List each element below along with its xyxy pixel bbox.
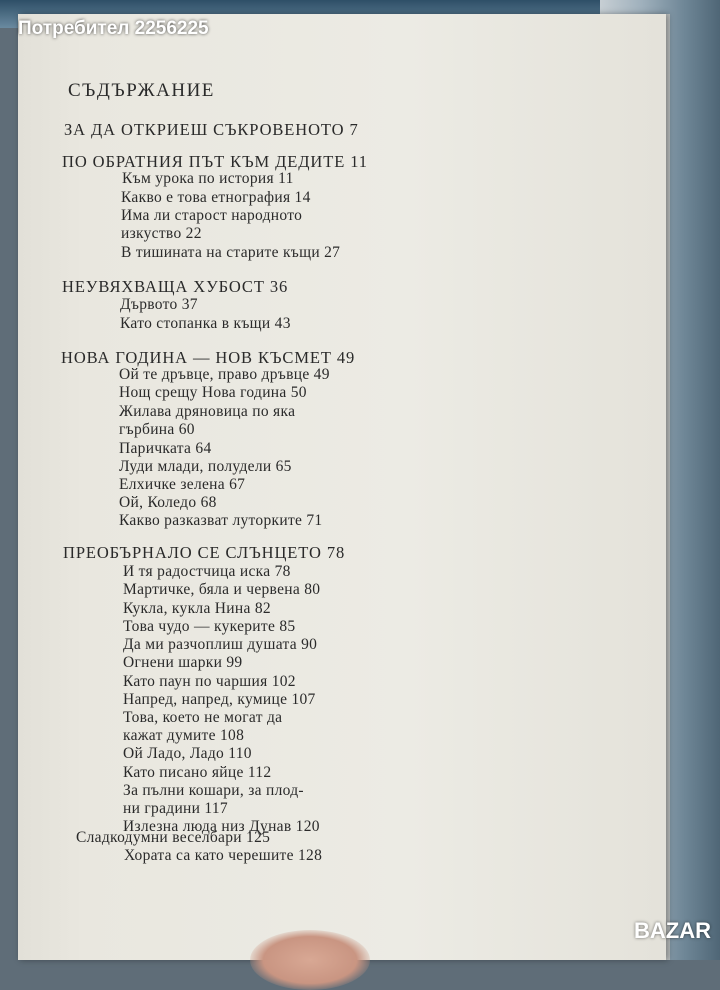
toc-entry: ни градини 117 xyxy=(123,800,228,817)
toc-title: СЪДЪРЖАНИЕ xyxy=(68,80,215,101)
toc-entry: И тя радостчица иска 78 xyxy=(123,563,291,580)
toc-entry: Луди млади, полудели 65 xyxy=(119,458,292,475)
toc-entry: Дървото 37 xyxy=(120,296,198,313)
user-watermark: Потребител 2256225 xyxy=(18,18,209,39)
toc-entry: Ой Ладо, Ладо 110 xyxy=(123,745,252,762)
toc-entry: кажат думите 108 xyxy=(123,727,245,744)
toc-entry: Елхичке зелена 67 xyxy=(119,476,246,493)
toc-entry: За пълни кошари, за плод- xyxy=(123,782,304,799)
toc-entry: Това чудо — кукерите 85 xyxy=(123,618,296,635)
toc-entry: изкуство 22 xyxy=(121,225,202,242)
toc-entry: Какво разказват луторките 71 xyxy=(119,512,323,529)
toc-section: ЗА ДА ОТКРИЕШ СЪКРОВЕНОТО 7 xyxy=(64,120,359,139)
toc-entry: В тишината на старите къщи 27 xyxy=(121,244,341,261)
toc-entry: Сладкодумни веселбари 125 xyxy=(76,829,271,846)
toc-section: НОВА ГОДИНА — НОВ КЪСМЕТ 49 xyxy=(61,348,356,367)
toc-entry: Като стопанка в къщи 43 xyxy=(120,315,291,332)
toc-entry: Хората са като черешите 128 xyxy=(124,847,323,864)
toc-entry: Какво е това етнография 14 xyxy=(121,189,311,206)
toc-entry: Нощ срещу Нова година 50 xyxy=(119,384,307,401)
toc-entry: Жилава дряновица по яка xyxy=(119,403,296,420)
toc-entry: Мартичке, бяла и червена 80 xyxy=(123,581,321,598)
toc-entry: Това, което не могат да xyxy=(123,709,283,726)
bazar-logo: BAZAR xyxy=(634,918,711,943)
finger-shadow xyxy=(250,930,370,990)
toc-entry: Излезна люда низ Дунав 120 xyxy=(123,818,320,835)
toc-entry: гърбина 60 xyxy=(119,421,195,438)
toc-entry: Напред, напред, кумице 107 xyxy=(123,691,316,708)
toc-entry: Ой те дръвце, право дръвце 49 xyxy=(119,366,330,383)
toc-entry: Паричката 64 xyxy=(119,440,212,457)
toc-section: ПО ОБРАТНИЯ ПЪТ КЪМ ДЕДИТЕ 11 xyxy=(62,152,368,171)
toc-section: НЕУВЯХВАЩА ХУБОСТ 36 xyxy=(62,277,289,296)
toc-entry: Към урока по история 11 xyxy=(122,170,294,187)
toc-entry: Огнени шарки 99 xyxy=(123,654,243,671)
toc-entry: Като писано яйце 112 xyxy=(123,764,272,781)
toc-section: ПРЕОБЪРНАЛО СЕ СЛЪНЦЕТО 78 xyxy=(63,543,346,562)
toc-entry: Има ли старост народното xyxy=(121,207,303,224)
toc-entry: Кукла, кукла Нина 82 xyxy=(123,600,271,617)
toc-entry: Да ми разчоплиш душата 90 xyxy=(123,636,318,653)
toc-entry: Като паун по чаршия 102 xyxy=(123,673,296,690)
toc-entry: Ой, Коледо 68 xyxy=(119,494,217,511)
